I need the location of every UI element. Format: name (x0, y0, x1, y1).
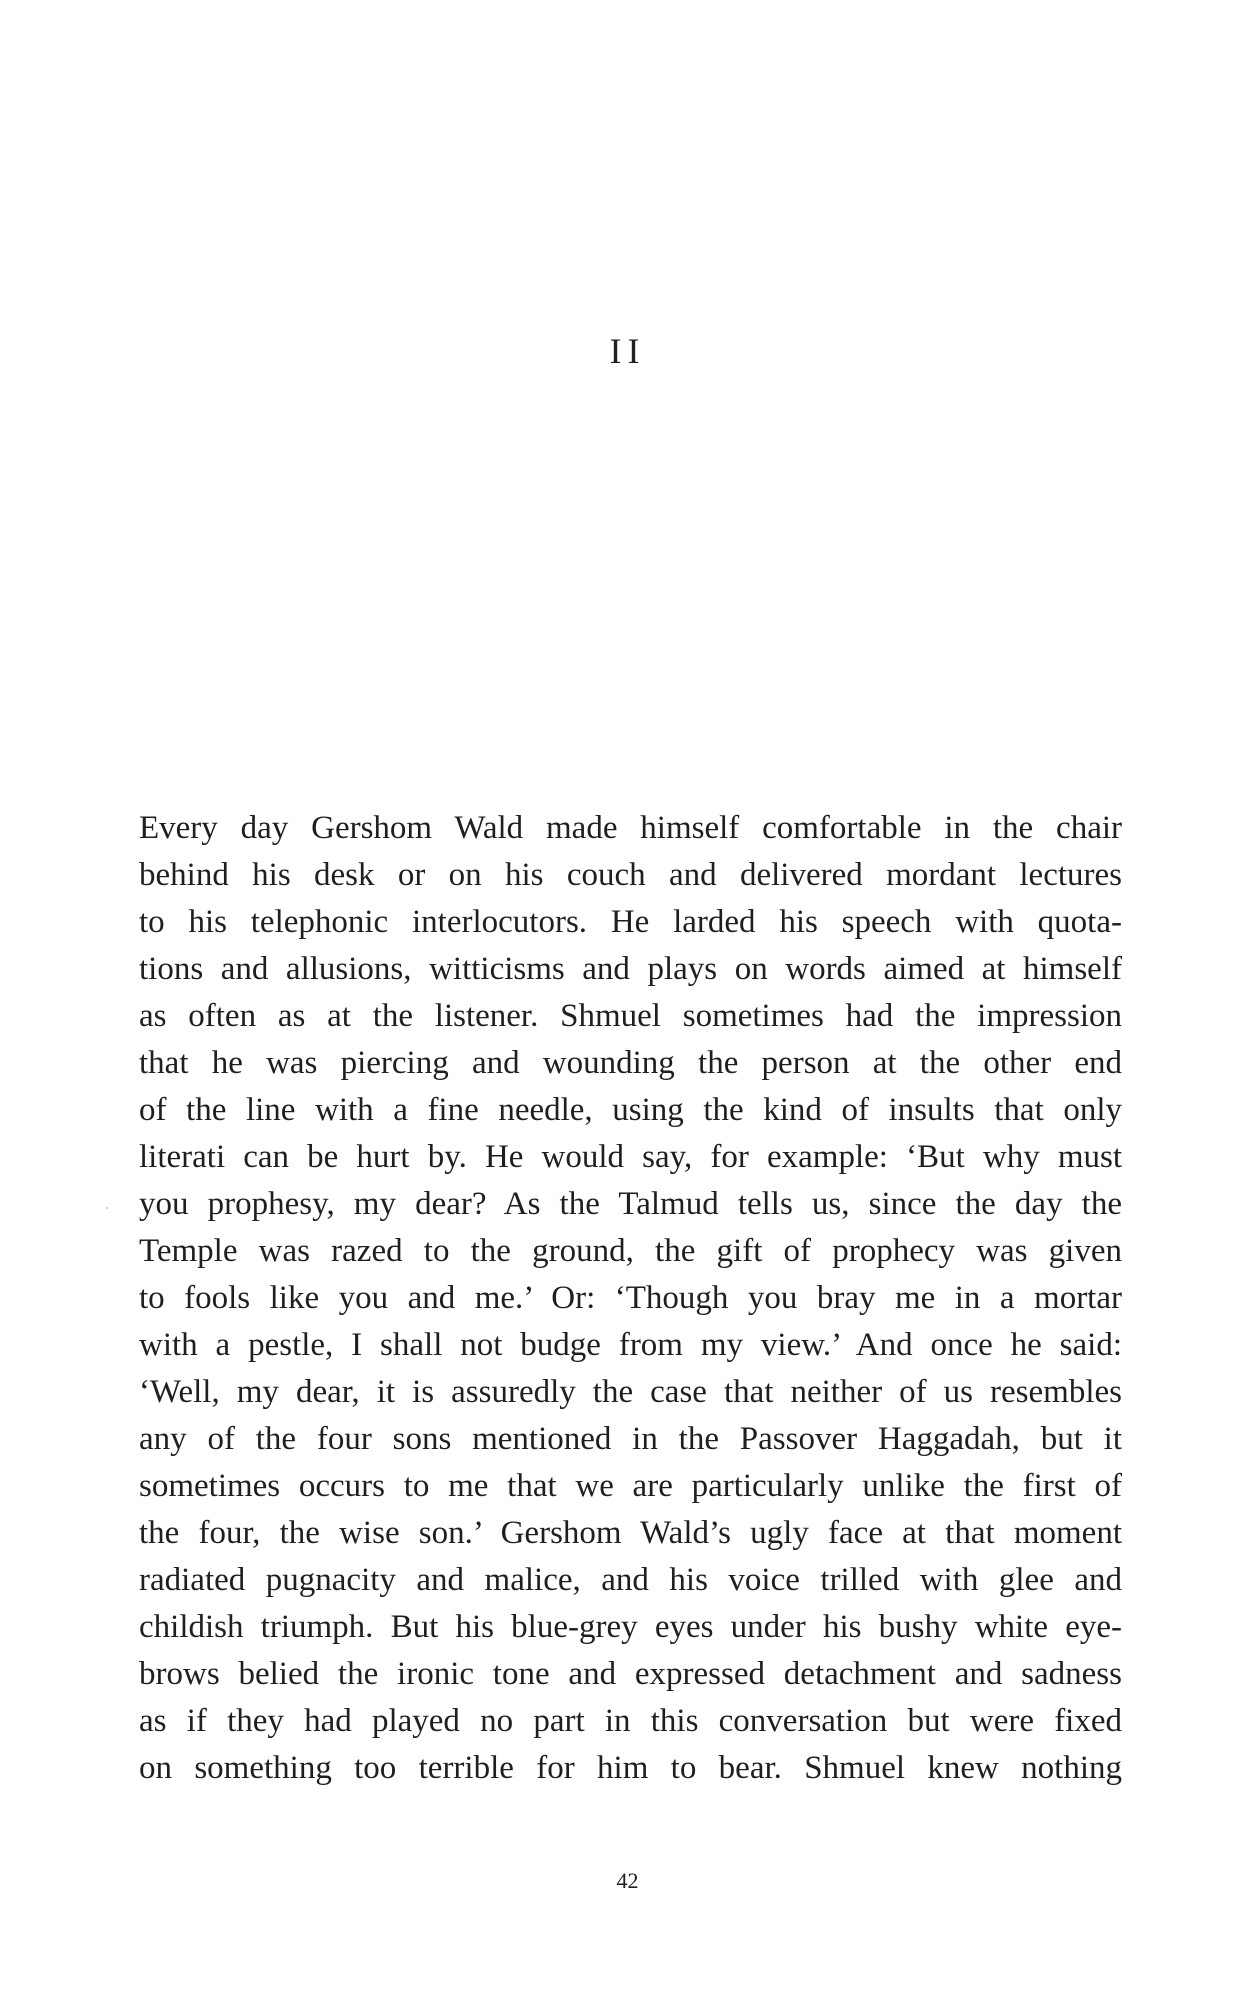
text-line: on something too terrible for him to bear. Shmuel knew nothing (139, 1750, 1122, 1786)
text-line: you prophesy, my dear? As the Talmud tells us, since the day the (139, 1186, 1122, 1222)
text-line: to his telephonic interlocutors. He larded his speech with quota- (139, 904, 1122, 940)
text-line: as often as at the listener. Shmuel sometimes had the impression (139, 998, 1122, 1034)
text-line: sometimes occurs to me that we are particularly unlike the first of (139, 1468, 1122, 1504)
text-line: behind his desk or on his couch and delivered mordant lectures (139, 857, 1122, 893)
text-line: with a pestle, I shall not budge from my view.’ And once he said: (139, 1327, 1122, 1363)
chapter-number: II (609, 331, 646, 371)
text-line: tions and allusions, witticisms and plays on words aimed at himself (139, 951, 1122, 987)
text-line: the four, the wise son.’ Gershom Wald’s ugly face at that moment (139, 1515, 1122, 1551)
page-number: 42 (616, 1868, 639, 1893)
text-line: any of the four sons mentioned in the Passover Haggadah, but it (139, 1421, 1122, 1457)
body-text (139, 805, 1122, 1792)
text-line: literati can be hurt by. He would say, for example: ‘But why must (139, 1139, 1122, 1175)
text-line: to fools like you and me.’ Or: ‘Though you bray me in a mortar (139, 1280, 1122, 1316)
text-line: ‘Well, my dear, it is assuredly the case that neither of us resembles (139, 1374, 1122, 1410)
text-line: radiated pugnacity and malice, and his voice trilled with glee and (139, 1562, 1122, 1598)
text-line: Every day Gershom Wald made himself comfortable in the chair (139, 810, 1122, 846)
text-line: childish triumph. But his blue-grey eyes under his bushy white eye- (139, 1609, 1122, 1645)
text-line: that he was piercing and wounding the person at the other end (139, 1045, 1122, 1081)
text-line: brows belied the ironic tone and expressed detachment and sadness (139, 1656, 1122, 1692)
text-line: as if they had played no part in this conversation but were fixed (139, 1703, 1122, 1739)
text-line: of the line with a fine needle, using the kind of insults that only (139, 1092, 1122, 1128)
margin-mark (106, 1207, 108, 1209)
text-line: Temple was razed to the ground, the gift of prophecy was given (139, 1233, 1122, 1269)
